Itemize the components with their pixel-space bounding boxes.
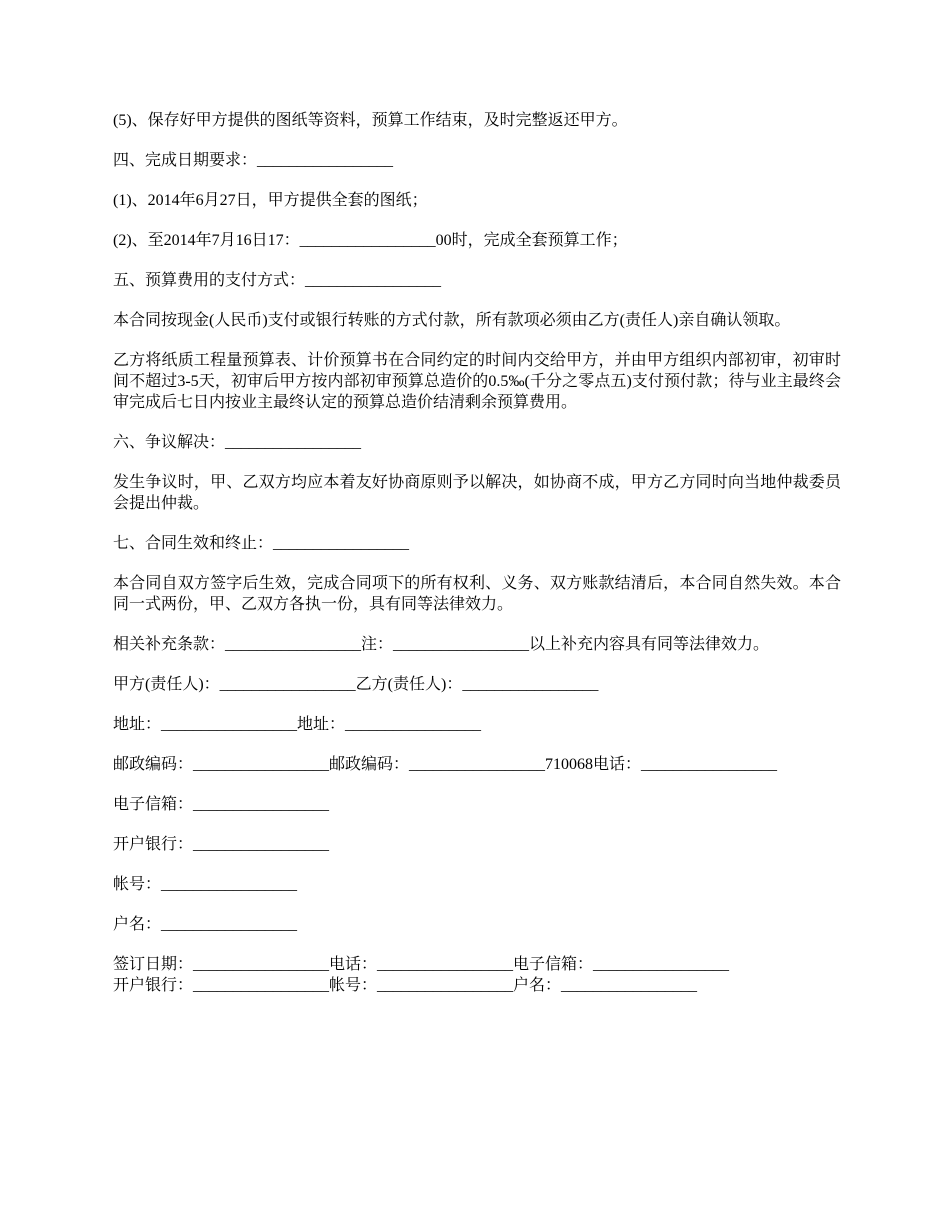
- deadline-item-2: (2)、至2014年7月16日17：_________________00时，完成全套预算工作；: [113, 232, 628, 249]
- section-5-heading: 五、预算费用的支付方式：_________________: [113, 272, 442, 289]
- deadline-item-1: (1)、2014年6月27日，甲方提供全套的图纸；: [113, 192, 428, 209]
- address-line: 地址：_________________地址：_________________: [113, 716, 482, 733]
- clause-5-text: (5)、保存好甲方提供的图纸等资料，预算工作结束，及时完整返还甲方。: [113, 112, 628, 129]
- party-responsible-line: 甲方(责任人)：_________________乙方(责任人)：_________________: [113, 676, 599, 693]
- section-7-heading: 七、合同生效和终止：_________________: [113, 535, 410, 552]
- effectiveness-text: 本合同自双方签字后生效，完成合同项下的所有权利、义务、双方账款结清后，本合同自然失效。本合同一式两份，甲、乙双方各执一份，具有同等法律效力。: [113, 575, 841, 613]
- section-4-heading: 四、完成日期要求：_________________: [113, 152, 394, 169]
- document-page: [113, 110, 841, 996]
- payment-terms-text: 乙方将纸质工程量预算表、计价预算书在合同约定的时间内交给甲方，并由甲方组织内部初审，初审时间不超过3-5天，初审后甲方按内部初审预算总造价的0.5‰(千分之零点五)支付预付款；待与业主最终会审完成后七日内按业主最终认定的预算总造价结清剩余预算费用。: [113, 352, 841, 411]
- signing-date-line: 签订日期：_________________电话：_________________电子信箱：_________________: [113, 956, 730, 973]
- email-line: 电子信箱：_________________: [113, 796, 330, 813]
- section-6-heading: 六、争议解决：_________________: [113, 434, 362, 451]
- account-name-line: 户名：_________________: [113, 916, 298, 933]
- payment-method-text: 本合同按现金(人民币)支付或银行转账的方式付款，所有款项必须由乙方(责任人)亲自确认领取。: [113, 312, 791, 329]
- postal-phone-line: 邮政编码：_________________邮政编码：_________________710068电话：_________________: [113, 756, 778, 773]
- account-line: 帐号：_________________: [113, 876, 298, 893]
- bank-account-summary-line: 开户银行：_________________帐号：_________________户名：_________________: [113, 977, 698, 994]
- supplementary-clause: 相关补充条款：_________________注：_________________以上补充内容具有同等法律效力。: [113, 636, 770, 653]
- dispute-text: 发生争议时，甲、乙双方均应本着友好协商原则予以解决，如协商不成，甲方乙方同时向当地仲裁委员会提出仲裁。: [113, 474, 841, 512]
- bank-line: 开户银行：_________________: [113, 836, 330, 853]
